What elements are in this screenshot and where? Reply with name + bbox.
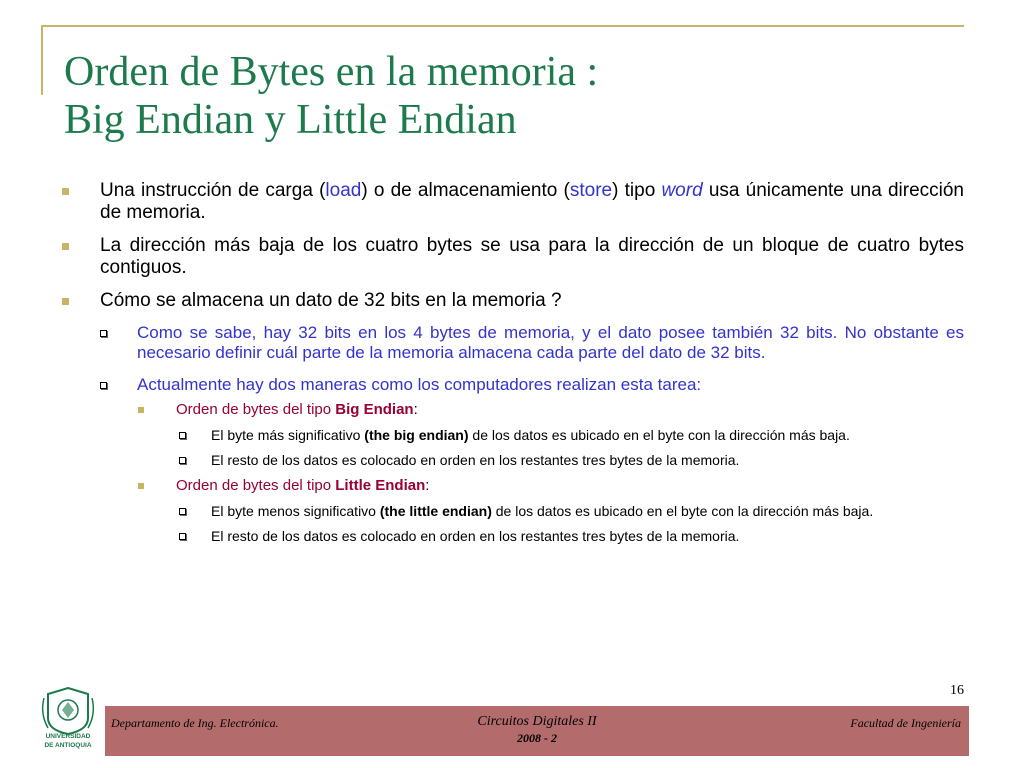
logo-text-line-1: UNIVERSIDAD	[45, 733, 91, 740]
frame-left-line	[41, 25, 43, 95]
square-bullet-icon	[138, 483, 144, 489]
square-bullet-icon	[138, 407, 144, 413]
load-keyword: load	[325, 180, 362, 201]
logo-text-line-2: DE ANTIOQUIA	[44, 742, 92, 749]
bullet-lowest-address: La dirección más baja de los cuatro bytes se usa para la dirección de un bloque de cuatro bytes contiguos.	[62, 235, 964, 279]
footer-year: 2008 - 2	[517, 731, 557, 745]
title-line-1: Orden de Bytes en la memoria :	[64, 49, 599, 95]
square-bullet-icon	[62, 188, 69, 195]
sub-bullet-32-bits: Como se sabe, hay 32 bits en los 4 bytes de memoria, y el dato posee también 32 bits. No obstante es necesario definir cuál parte de la memoria almacena cada parte del dato de 32 bits.	[62, 323, 964, 363]
university-logo-icon	[36, 684, 100, 762]
footer-course-title: Circuitos Digitales II	[477, 714, 597, 729]
footer-course	[437, 714, 637, 746]
title-line-2: Big Endian y Little Endian	[64, 97, 517, 143]
hollow-square-bullet-icon	[179, 533, 186, 540]
square-bullet-icon	[62, 243, 69, 250]
little-endian-item-2: El resto de los datos es colocado en orden en los restantes tres bytes de la memoria.	[62, 528, 964, 544]
hollow-square-bullet-icon	[179, 508, 186, 515]
big-endian-item-1: El byte más significativo (the big endian) de los datos es ubicado en el byte con la dirección más baja.	[62, 427, 964, 443]
heading-big-endian: Orden de bytes del tipo Big Endian:	[62, 401, 964, 419]
slide-title	[64, 48, 964, 144]
little-endian-item-1: El byte menos significativo (the little endian) de los datos es ubicado en el byte con la dirección más baja.	[62, 503, 964, 519]
word-keyword: word	[661, 180, 703, 201]
footer-department: Departamento de Ing. Electrónica.	[111, 716, 279, 730]
bullet-load-store: Una instrucción de carga (load) o de almacenamiento (store) tipo word usa únicamente una dirección de memoria.	[62, 180, 964, 224]
hollow-square-bullet-icon	[100, 382, 107, 389]
sub-bullet-two-ways: Actualmente hay dos maneras como los computadores realizan esta tarea:	[62, 375, 964, 395]
square-bullet-icon	[62, 298, 69, 305]
heading-little-endian: Orden de bytes del tipo Little Endian:	[62, 477, 964, 495]
footer-faculty: Facultad de Ingeniería	[850, 716, 961, 730]
hollow-square-bullet-icon	[179, 457, 186, 464]
page-number: 16	[950, 683, 964, 698]
hollow-square-bullet-icon	[179, 432, 186, 439]
footer-bar	[105, 706, 969, 756]
bullet-question: Cómo se almacena un dato de 32 bits en la memoria ?	[62, 290, 964, 312]
store-keyword: store	[569, 180, 613, 201]
frame-top-line	[41, 25, 964, 27]
big-endian-item-2: El resto de los datos es colocado en orden en los restantes tres bytes de la memoria.	[62, 452, 964, 468]
slide-content	[62, 180, 964, 553]
hollow-square-bullet-icon	[100, 330, 107, 337]
